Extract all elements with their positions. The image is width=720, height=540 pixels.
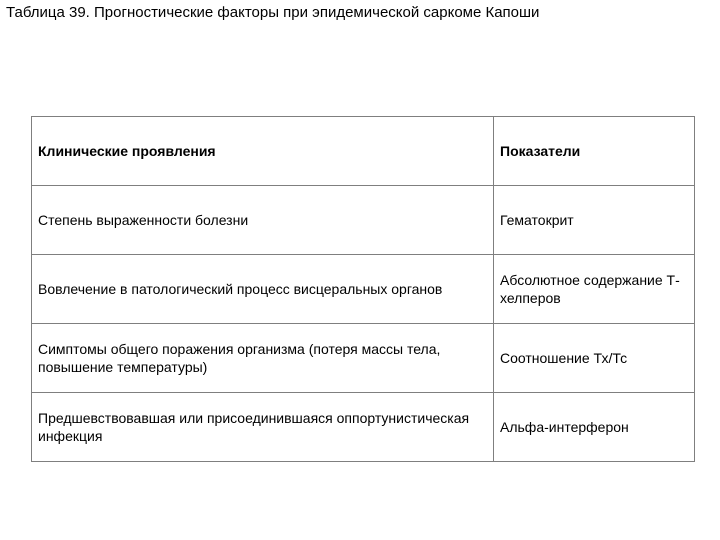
page-title: Таблица 39. Прогностические факторы при эпидемической саркоме Капоши <box>6 4 540 21</box>
table-row <box>32 324 695 393</box>
table-cell-clinical: Симптомы общего поражения организма (потеря массы тела, повышение температуры) <box>32 324 494 393</box>
table-cell-indicator: Абсолютное содержание Т-хелперов <box>494 255 695 324</box>
table-cell-clinical: Степень выраженности болезни <box>32 186 494 255</box>
column-header-indicators: Показатели <box>494 117 695 186</box>
table-row <box>32 255 695 324</box>
table-cell-clinical: Предшевствовавшая или присоединившаяся оппортунистическая инфекция <box>32 393 494 462</box>
table-row <box>32 393 695 462</box>
table-header-row <box>32 117 695 186</box>
table-cell-indicator: Соотношение Тх/Тс <box>494 324 695 393</box>
table-row <box>32 186 695 255</box>
column-header-clinical: Клинические проявления <box>32 117 494 186</box>
prognostic-factors-table <box>31 116 695 462</box>
table-cell-indicator: Альфа-интерферон <box>494 393 695 462</box>
table-cell-clinical: Вовлечение в патологический процесс висцеральных органов <box>32 255 494 324</box>
table-cell-indicator: Гематокрит <box>494 186 695 255</box>
